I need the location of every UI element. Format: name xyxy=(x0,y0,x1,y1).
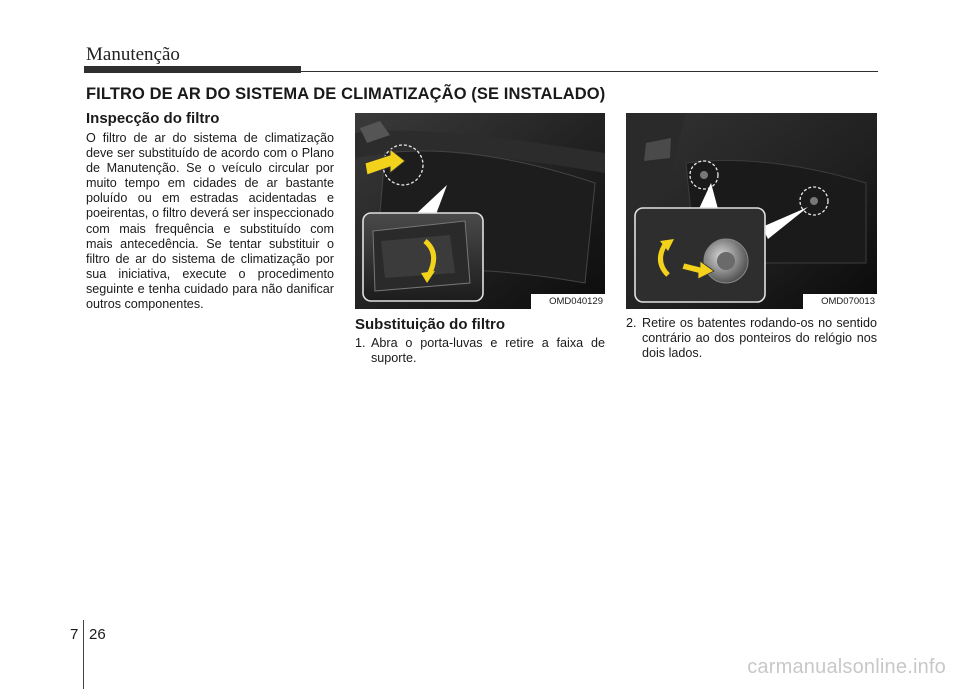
figure-glovebox xyxy=(355,113,605,309)
figure-stoppers xyxy=(626,113,877,309)
inspection-heading: Inspecção do filtro xyxy=(86,110,220,127)
page-number: 26 xyxy=(89,626,106,643)
step-number: 1. xyxy=(355,336,366,350)
step-text: Abra o porta-luvas e retire a faixa de suporte. xyxy=(371,336,605,366)
step-text: Retire os batentes rodando-os no sentido contrário ao dos ponteiros do relógio nos dois lados. xyxy=(642,316,877,361)
replacement-heading: Substituição do filtro xyxy=(355,316,505,333)
chapter-number: 7 xyxy=(70,626,79,643)
chapter-title: Manutenção xyxy=(86,44,180,65)
stoppers-illustration xyxy=(626,113,877,309)
step-2 xyxy=(626,316,877,361)
figure-caption: OMD040129 xyxy=(531,294,605,309)
step-number: 2. xyxy=(626,316,637,330)
header-rule xyxy=(301,71,878,72)
section-title: FILTRO DE AR DO SISTEMA DE CLIMATIZAÇÃO (SE INSTALADO) xyxy=(86,85,606,103)
step-1 xyxy=(355,336,605,366)
watermark: carmanualsonline.info xyxy=(747,656,946,678)
figure-caption: OMD070013 xyxy=(803,294,877,309)
inspection-body: O filtro de ar do sistema de climatização deve ser substituído de acordo com o Plano de Manutenção. Se o veículo circular por muito tempo em cidades de ar bastante poluído ou em estradas acidentadas e poeirentas, o filtro deverá ser inspeccionado com mais frequência e substituído com mais antecedência. Se tentar substituir o filtro de ar do sistema de climatização por sua iniciativa, execute o procedimento seguinte e tenha cuidado para não danificar outros componentes. xyxy=(86,131,334,312)
glovebox-illustration xyxy=(355,113,605,309)
header-bar xyxy=(84,66,301,73)
footer-divider xyxy=(83,620,84,689)
